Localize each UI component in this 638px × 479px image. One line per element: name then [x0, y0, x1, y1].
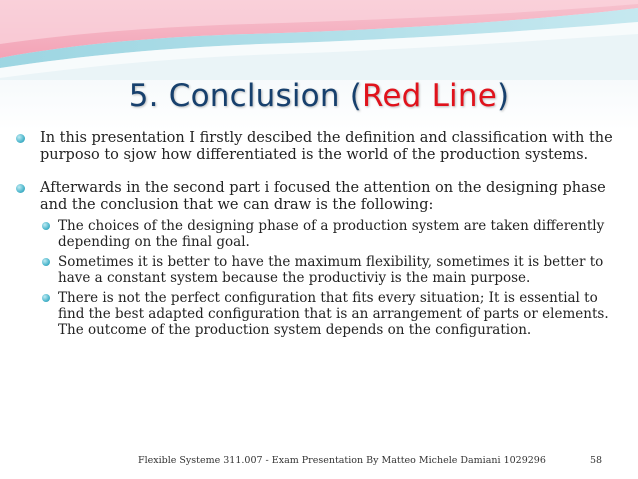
bullet-dot-icon — [42, 222, 50, 230]
slide-content — [14, 130, 614, 340]
bullet-dot-icon — [16, 184, 25, 193]
bullet-item — [14, 180, 614, 214]
title-prefix: 5. Conclusion ( — [128, 78, 363, 114]
slide-title — [0, 78, 638, 114]
sub-bullet-item — [42, 218, 614, 250]
sub-bullet-item — [42, 290, 614, 338]
bullet-dot-icon — [42, 258, 50, 266]
bullet-dot-icon — [42, 294, 50, 302]
bullet-text: In this presentation I firstly descibed the definition and classification with the purposo to sjow how differentiated is the world of the production systems. — [40, 130, 613, 163]
page-number: 58 — [590, 455, 603, 466]
sub-bullet-text: There is not the perfect configuration that fits every situation; It is essential to find the best adapted configuration that is an arrangement of parts or elements. The outcome of the production system depends on the configuration. — [58, 290, 609, 338]
sub-bullet-text: The choices of the designing phase of a production system are taken differently depending on the final goal. — [58, 218, 605, 250]
bullet-item — [14, 130, 614, 164]
title-suffix: ) — [497, 78, 510, 114]
sub-bullet-text: Sometimes it is better to have the maximum flexibility, sometimes it is better to have a constant system because the productiviy is the main purpose. — [58, 254, 604, 286]
title-highlight: Red Line — [362, 78, 497, 114]
footer-text: Flexible Systeme 311.007 - Exam Presentation By Matteo Michele Damiani 1029296 — [138, 455, 546, 466]
header-decoration — [0, 0, 638, 80]
bullet-dot-icon — [16, 134, 25, 143]
sub-bullet-item — [42, 254, 614, 286]
bullet-text: Afterwards in the second part i focused the attention on the designing phase and the conclusion that we can draw is the following: — [40, 180, 606, 213]
